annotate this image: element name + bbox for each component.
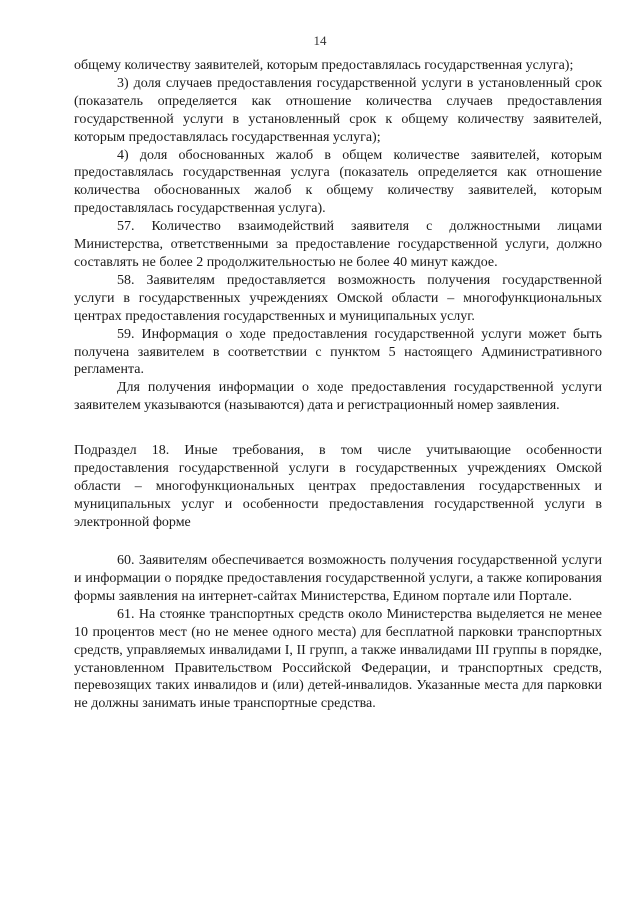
paragraph-58: 58. Заявителям предоставляется возможность получения государственной услуги в государственных учреждениях Омской области – многофункциональных центрах предоставления государственных и муниципальных услуг. — [74, 272, 602, 324]
document-body — [74, 57, 602, 713]
paragraph-59-note: Для получения информации о ходе предоставления государственной услуги заявителем указываются (называются) дата и регистрационный номер заявления. — [74, 380, 602, 414]
section-heading: Подраздел 18. Иные требования, в том числе учитывающие особенности предоставления государственной услуги в государственных учреждениях Омской области – многофункциональных центрах предоставления государственных и муниципальных услуг и особенности предоставления государственной услуги в электронной форме — [74, 443, 602, 531]
paragraph-item-3: 3) доля случаев предоставления государственной услуги в установленный срок (показатель определяется как отношение количества случаев предоставления государственной услуги в установленный срок к общему количеству заявителей, которым предоставлялась государственная услуга); — [74, 75, 602, 145]
page-number: 14 — [313, 33, 327, 48]
paragraph-59: 59. Информация о ходе предоставления государственной услуги может быть получена заявителем в соответствии с пунктом 5 настоящего Административного регламента. — [74, 326, 602, 378]
paragraph-item-4: 4) доля обоснованных жалоб в общем количестве заявителей, которым предоставлялась государственная услуга (показатель определяется как отношение количества обоснованных жалоб к общему количеству заявителей, которым предоставлялась государственная услуга). — [74, 147, 602, 217]
paragraph-61: 61. На стоянке транспортных средств около Министерства выделяется не менее 10 процентов мест (но не менее одного места) для бесплатной парковки транспортных средств, управляемых инвалидами I, II групп, а также инвалидами III группы в порядке, установленном Правительством Российской Федерации, и транспортных средств, перевозящих таких инвалидов и (или) детей-инвалидов. Указанные места для парковки не должны занимать иные транспортные средства. — [74, 606, 602, 712]
paragraph-60: 60. Заявителям обеспечивается возможность получения государственной услуги и информации о порядке предоставления государственной услуги, а также копирования формы заявления на интернет-сайтах Министерства, Едином портале или Портале. — [74, 553, 602, 604]
paragraph-57: 57. Количество взаимодействий заявителя с должностными лицами Министерства, ответственными за предоставление государственной услуги, должно составлять не более 2 продолжительностью не более 40 минут каждое. — [74, 219, 602, 270]
paragraph-continuation: общему количеству заявителей, которым предоставлялась государственная услуга); — [74, 58, 574, 73]
